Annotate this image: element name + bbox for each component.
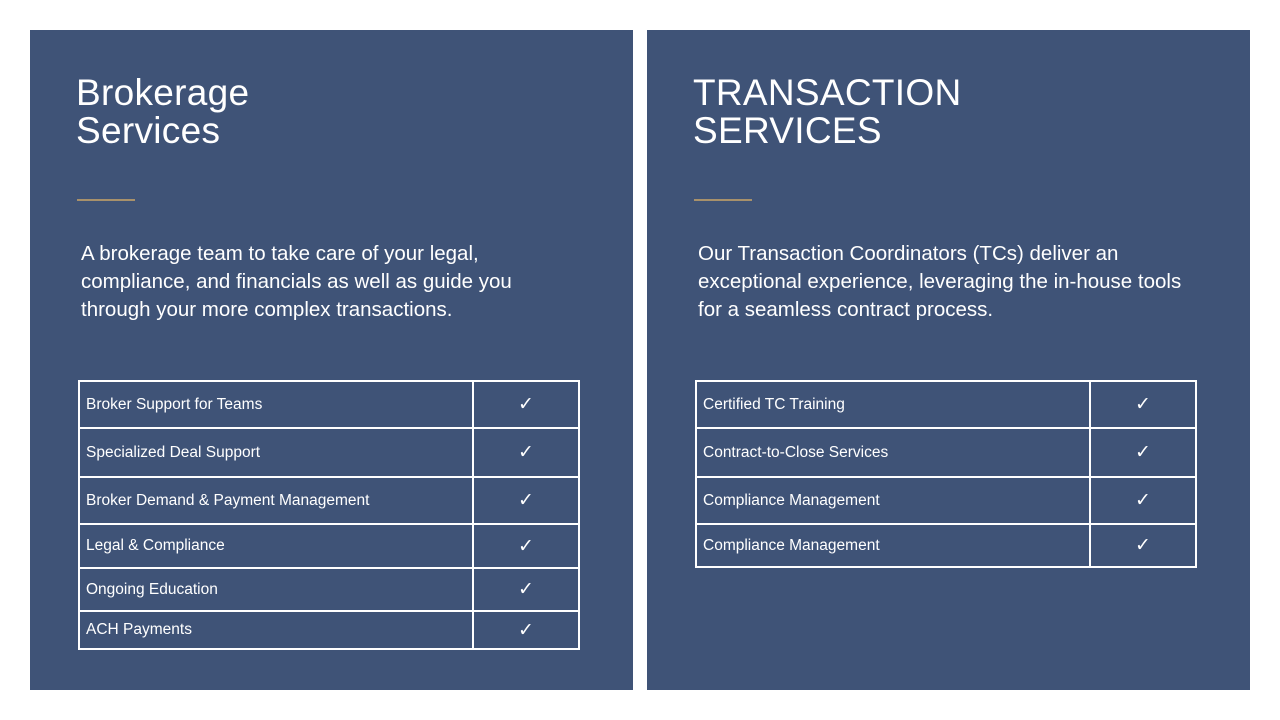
feature-label: ACH Payments [79, 611, 473, 649]
feature-label: Ongoing Education [79, 568, 473, 611]
checkmark-icon: ✓ [473, 524, 579, 568]
brokerage-features-table [78, 380, 580, 650]
checkmark-icon: ✓ [473, 611, 579, 649]
table-row [79, 381, 579, 428]
transaction-title-line2: SERVICES [693, 110, 882, 151]
feature-label: Compliance Management [696, 524, 1090, 567]
feature-label: Compliance Management [696, 477, 1090, 524]
transaction-accent-divider [694, 199, 752, 201]
checkmark-icon: ✓ [1090, 428, 1196, 477]
transaction-description: Our Transaction Coordinators (TCs) deliver an exceptional experience, leveraging the in-house tools for a seamless contract process. [698, 242, 1182, 321]
checkmark-icon: ✓ [473, 568, 579, 611]
brokerage-description: A brokerage team to take care of your legal, compliance, and financials as well as guide you through your more complex transactions. [81, 242, 512, 321]
table-row [79, 611, 579, 649]
brokerage-services-panel [30, 30, 633, 690]
feature-label: Legal & Compliance [79, 524, 473, 568]
transaction-features-table [695, 380, 1197, 568]
brokerage-title-line1: Brokerage [76, 72, 250, 113]
table-row [79, 428, 579, 477]
table-row [696, 524, 1196, 567]
brokerage-title-line2: Services [76, 110, 221, 151]
checkmark-icon: ✓ [1090, 381, 1196, 428]
table-row [696, 381, 1196, 428]
transaction-title-line1: TRANSACTION [693, 72, 962, 113]
table-row [79, 568, 579, 611]
checkmark-icon: ✓ [473, 428, 579, 477]
checkmark-icon: ✓ [473, 381, 579, 428]
brokerage-title [76, 74, 249, 150]
transaction-services-panel [647, 30, 1250, 690]
feature-label: Broker Demand & Payment Management [79, 477, 473, 524]
table-row [79, 477, 579, 524]
table-row [79, 524, 579, 568]
brokerage-accent-divider [77, 199, 135, 201]
feature-label: Certified TC Training [696, 381, 1090, 428]
feature-label: Specialized Deal Support [79, 428, 473, 477]
feature-label: Broker Support for Teams [79, 381, 473, 428]
transaction-title [693, 74, 961, 150]
feature-label: Contract-to-Close Services [696, 428, 1090, 477]
table-row [696, 428, 1196, 477]
checkmark-icon: ✓ [1090, 477, 1196, 524]
checkmark-icon: ✓ [473, 477, 579, 524]
table-row [696, 477, 1196, 524]
checkmark-icon: ✓ [1090, 524, 1196, 567]
